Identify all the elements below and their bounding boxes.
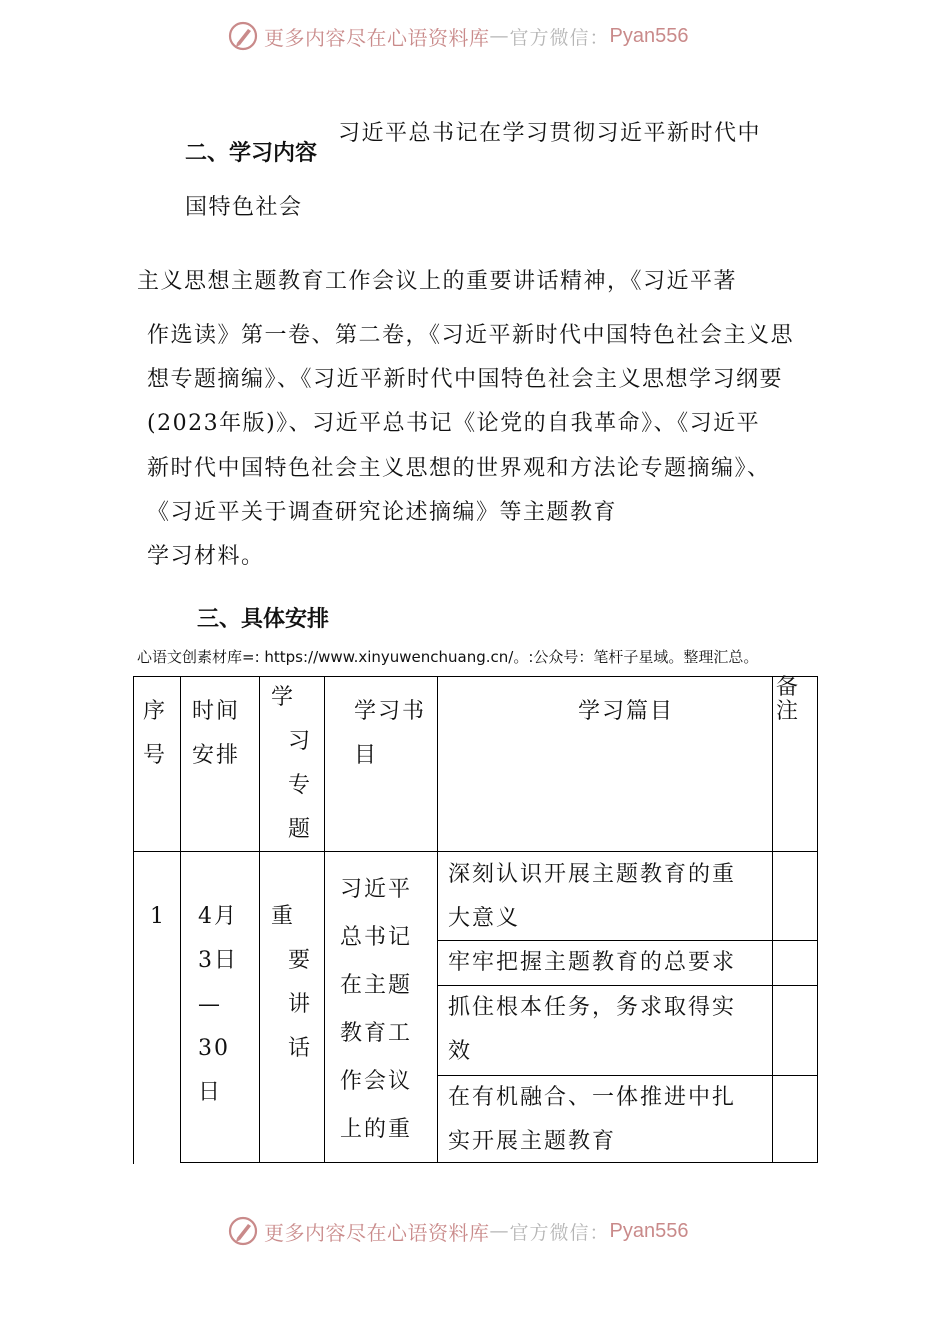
content-line-3: 主义思想主题教育工作会议上的重要讲话精神，《习近平著 — [137, 269, 738, 294]
row1-topic: 重 要 讲 话 — [271, 904, 313, 1061]
header-book: 学习书 目 — [354, 699, 427, 768]
watermark-wechat: Pyan556 — [609, 24, 689, 47]
row1-chapter-1: 深刻认识开展主题教育的重 大意义 — [448, 862, 737, 931]
watermark-official: 官方微信： — [509, 1221, 610, 1244]
content-line-8: 《习近平关于调查研究论述摘编》等主题教育 — [147, 500, 618, 525]
content-line-1: 习近平总书记在学习贯彻习近平新时代中 — [338, 121, 762, 146]
content-line-2: 国特色社会 — [185, 195, 303, 220]
content-line-9: 学习材料。 — [147, 544, 265, 569]
header-topic: 学 习 专 题 — [271, 685, 313, 842]
watermark-official: 官方微信： — [509, 26, 610, 49]
content-line-6: (2023年版)》、习近平总书记《论党的自我革命》、《习近平 — [147, 411, 761, 436]
content-line-5: 想专题摘编》、《习近平新时代中国特色社会主义思想学习纲要 — [147, 367, 784, 392]
col-divider-2 — [259, 676, 260, 1163]
content-line-7: 新时代中国特色社会主义思想的世界观和方法论专题摘编》、 — [147, 456, 771, 481]
pen-logo-icon — [228, 21, 258, 51]
table-top-border — [133, 676, 818, 677]
row1-seq: 1 — [150, 904, 166, 929]
pen-logo-icon — [228, 1216, 258, 1246]
col-divider-3 — [324, 676, 325, 1163]
header-seq: 序 号 — [143, 699, 168, 768]
header-chapter: 学习篇目 — [578, 699, 675, 724]
row1-chapter-2: 牢牢把握主题教育的总要求 — [448, 950, 737, 975]
watermark-brand: 更多内容尽在心语资料库 — [264, 25, 490, 50]
header-watermark — [228, 16, 688, 56]
row1-book: 习近平 总书记 在主题 教育工 作会议 上的重 — [340, 877, 413, 1142]
col-divider-5 — [772, 676, 773, 1163]
footer-watermark — [228, 1211, 688, 1251]
header-row-border — [133, 851, 818, 852]
row1-chapter-3: 抓住根本任务，务求取得实 效 — [448, 995, 737, 1064]
content-line-4: 作选读》第一卷、第二卷，《习近平新时代中国特色社会主义思 — [147, 323, 795, 348]
section-heading-arrangement: 三、具体安排 — [197, 607, 330, 632]
watermark-dash: — — [489, 1220, 510, 1242]
header-time: 时间 安排 — [192, 699, 241, 768]
table-right-border — [817, 676, 818, 1163]
section-heading-content: 二、学习内容 — [185, 141, 318, 166]
col-divider-4 — [437, 676, 438, 1163]
watermark-wechat: Pyan556 — [609, 1219, 689, 1242]
header-remark: 备 注 — [776, 675, 801, 724]
table-left-border — [133, 676, 134, 1164]
row1-time: 4月 3日 — 30 日 — [198, 904, 238, 1105]
watermark-brand: 更多内容尽在心语资料库 — [264, 1220, 490, 1245]
watermark-dash: — — [489, 25, 510, 47]
col-divider-1 — [180, 676, 181, 1163]
row1-chapter-4: 在有机融合、一体推进中扎 实开展主题教育 — [448, 1085, 737, 1154]
source-note: 心语文创素材库=: https://www.xinyuwenchuang.cn/。:公众号：笔杆子星域。整理汇总。 — [137, 648, 759, 666]
